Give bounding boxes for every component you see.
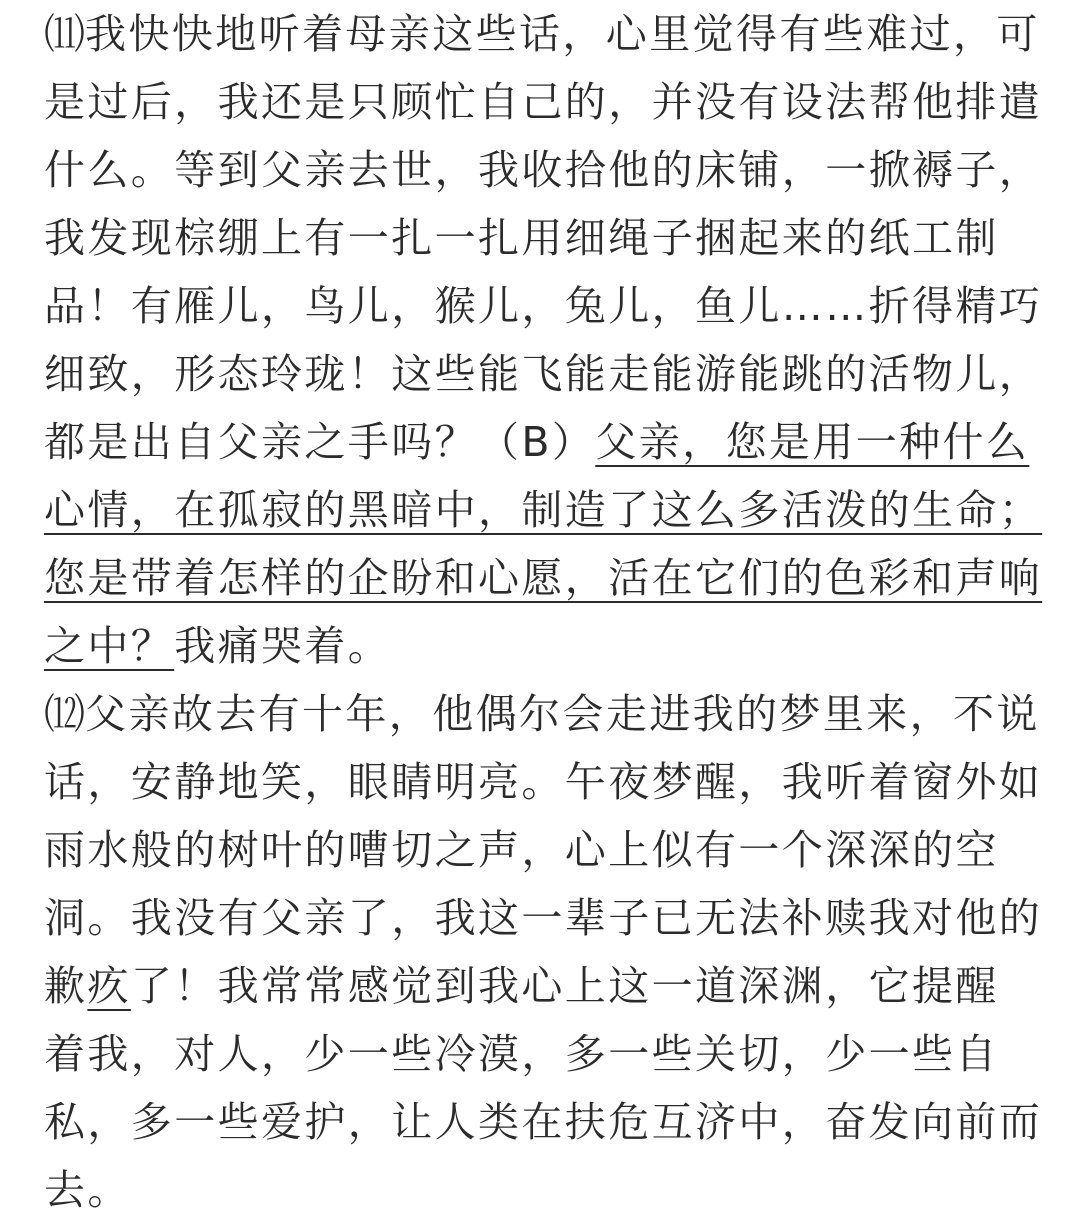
paragraph-12-text-3: 雨水般的树叶的嘈切之声，心上似有一个深深的空 <box>44 826 999 874</box>
underlined-character-jiu: 疚 <box>87 962 131 1010</box>
paragraph-12-text-4: 洞。我没有父亲了，我这一辈子已无法补赎我对他的 <box>44 894 1043 942</box>
paragraph-11-line-8 <box>44 476 1044 544</box>
paragraph-11-text-6: 细致，形态玲珑！这些能飞能走能游能跳的活物儿， <box>44 350 1043 398</box>
paragraph-12-line-7 <box>44 1088 1044 1156</box>
paragraph-12-text-2: 话，安静地笑，眼睛明亮。午夜梦醒，我听着窗外如 <box>44 758 1043 806</box>
paragraph-12-text-5-post: 了！我常常感觉到我心上这一道深渊，它提醒 <box>130 962 999 1010</box>
paragraph-number-12: ⑿ <box>44 690 85 738</box>
paragraph-11-line-1 <box>44 0 1044 68</box>
paragraph-12-line-2 <box>44 748 1044 816</box>
paragraph-11-line-4 <box>44 204 1044 272</box>
paragraph-12-line-8 <box>44 1156 1044 1224</box>
paragraph-12-line-1 <box>44 680 1044 748</box>
paragraph-12-text-1: 父亲故去有十年，他偶尔会走进我的梦里来，不说 <box>85 690 1040 738</box>
paragraph-11-line-2 <box>44 68 1044 136</box>
paragraph-11-text-5: 品！有雁儿，鸟儿，猴儿，兔儿，鱼儿……折得精巧 <box>44 282 1043 330</box>
paragraph-number-11: ⑾ <box>44 10 85 58</box>
paragraph-11-text-4: 我发现棕绷上有一扎一扎用细绳子捆起来的纸工制 <box>44 214 999 262</box>
paragraph-12-line-5 <box>44 952 1044 1020</box>
underlined-sentence-b-part-2: 心情，在孤寂的黑暗中，制造了这么多活泼的生命； <box>44 486 1043 534</box>
underlined-sentence-b-part-3: 您是带着怎样的企盼和心愿，活在它们的色彩和声响 <box>44 554 1043 602</box>
paragraph-11-text-2: 是过后，我还是只顾忙自己的，并没有设法帮他排遣 <box>44 78 1043 126</box>
underlined-sentence-b-part-4: 之中？ <box>44 622 175 670</box>
paragraph-11-text-10-plain: 我痛哭着。 <box>174 622 392 670</box>
underlined-sentence-b-part-1: 父亲，您是用一种什么 <box>595 418 1030 466</box>
paragraph-12-text-8: 去。 <box>44 1166 131 1214</box>
paragraph-12-line-6 <box>44 1020 1044 1088</box>
paragraph-11-line-9 <box>44 544 1044 612</box>
paragraph-11-line-3 <box>44 136 1044 204</box>
paragraph-11-text-3: 什么。等到父亲去世，我收拾他的床铺，一掀褥子， <box>44 146 1043 194</box>
paragraph-12-text-6: 着我，对人，少一些冷漠，多一些关切，少一些自 <box>44 1030 999 1078</box>
paragraph-12-text-5-pre: 歉 <box>44 962 88 1010</box>
paragraph-11-line-7 <box>44 408 1044 476</box>
paragraph-12-line-4 <box>44 884 1044 952</box>
paragraph-11-text-1: 我快快地听着母亲这些话，心里觉得有些难过，可 <box>85 10 1040 58</box>
paragraph-12-line-3 <box>44 816 1044 884</box>
paragraph-11-line-10 <box>44 612 1044 680</box>
paragraph-11-line-5 <box>44 272 1044 340</box>
paragraph-11-text-7-plain: 都是出自父亲之手吗？（B） <box>44 418 596 466</box>
paragraph-12-text-7: 私，多一些爱护，让人类在扶危互济中，奋发向前而 <box>44 1098 1043 1146</box>
paragraph-11-line-6 <box>44 340 1044 408</box>
